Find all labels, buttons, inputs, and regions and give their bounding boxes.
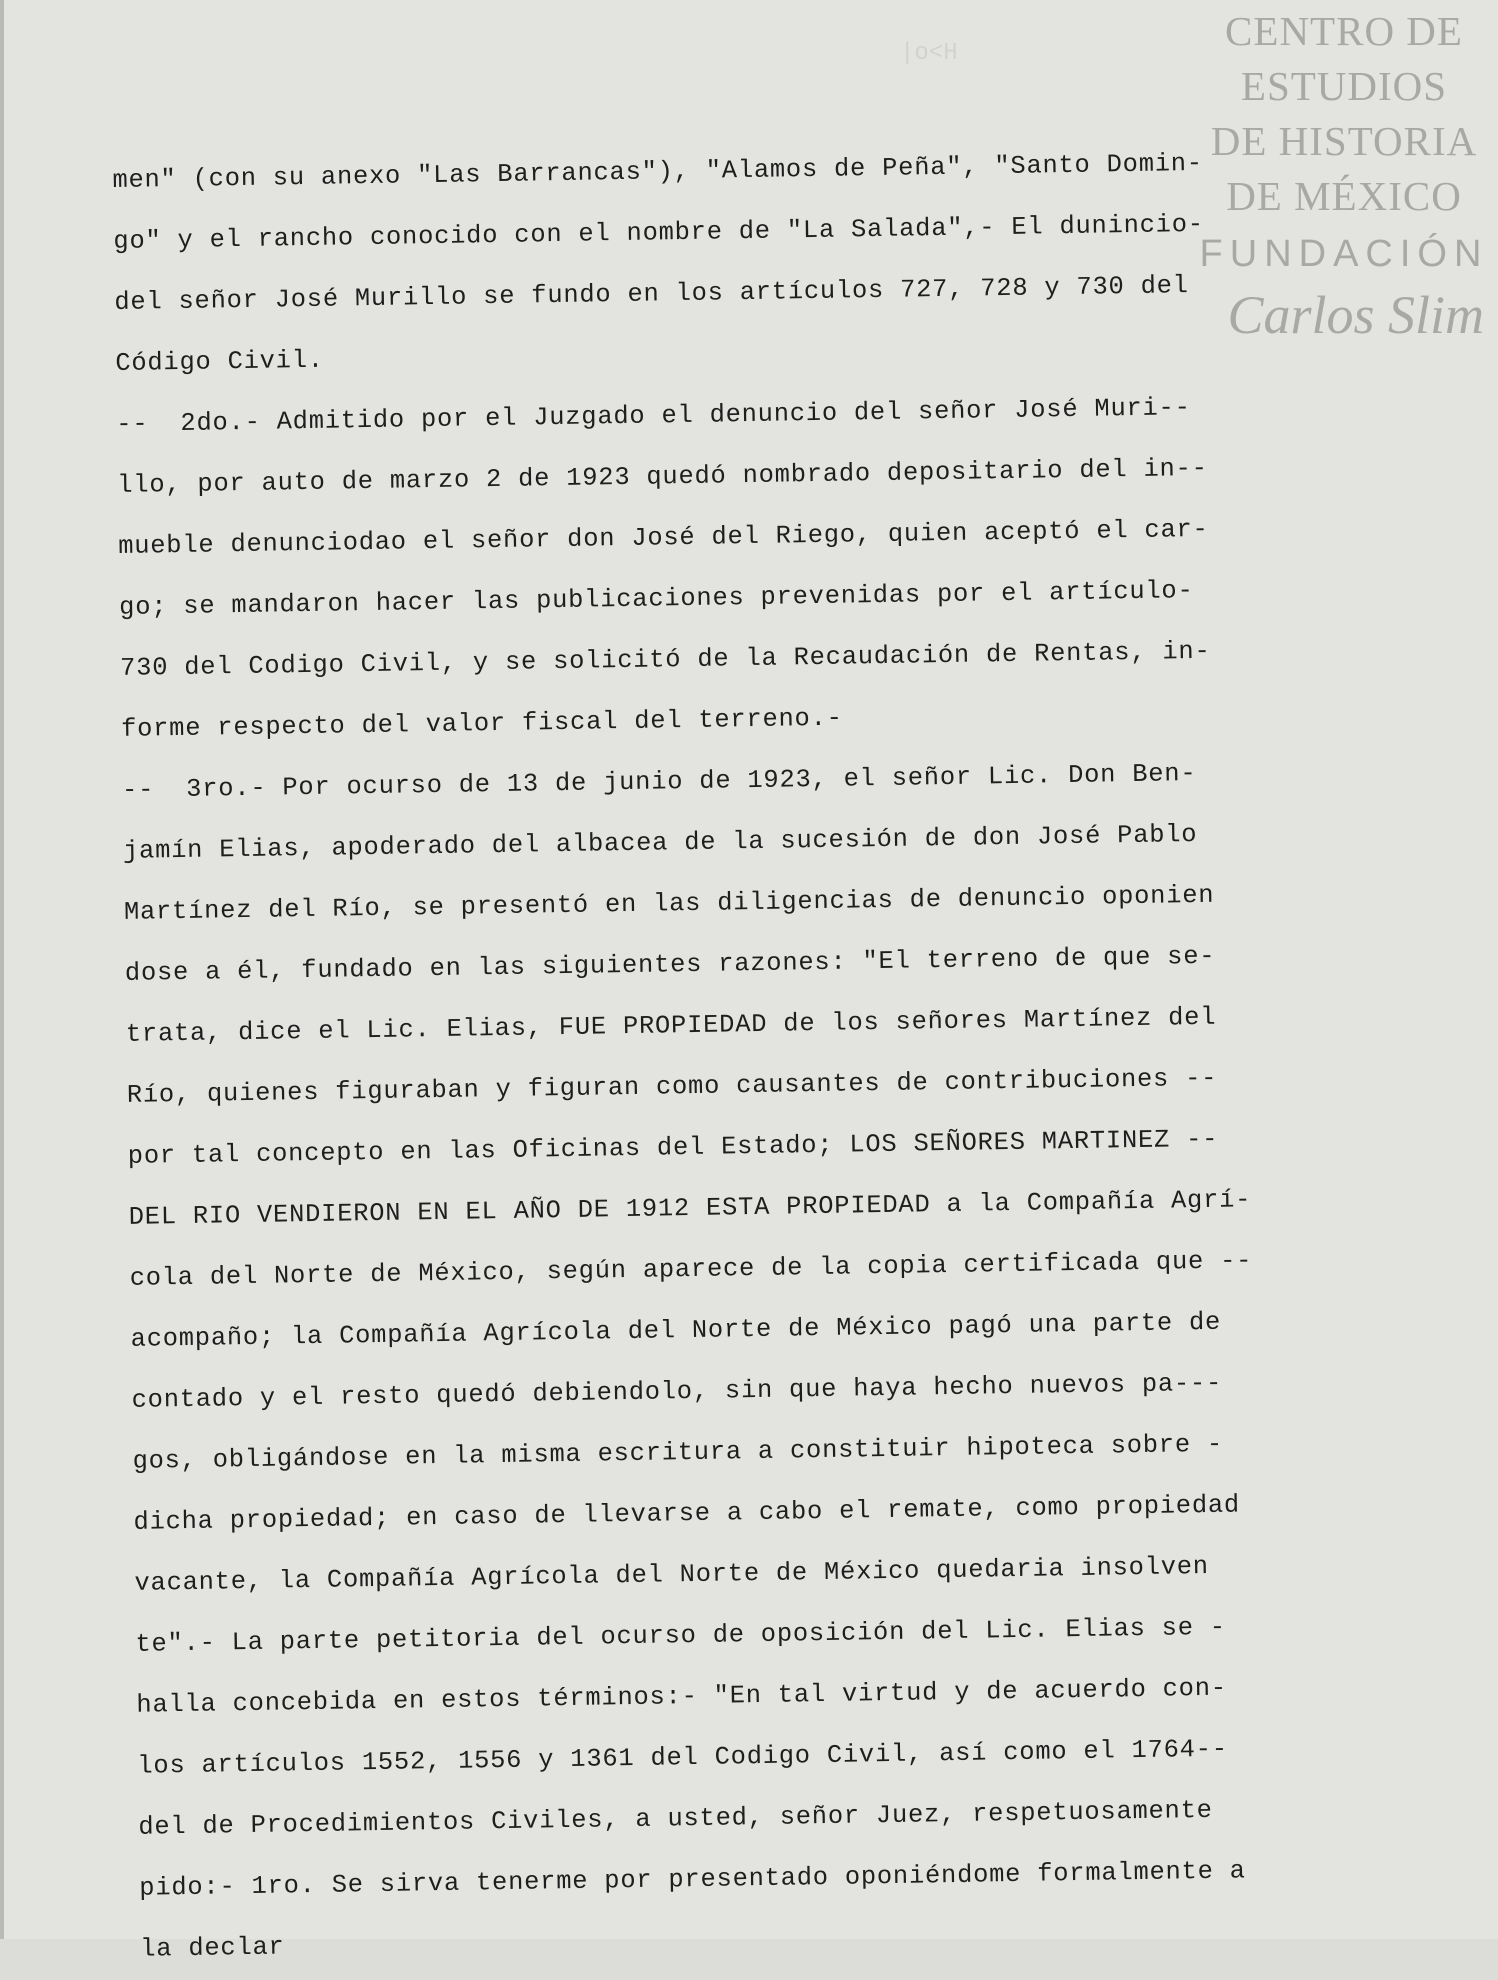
text-line: Río, quienes figuraban y figuran como causantes de contribuciones -- — [126, 1063, 1218, 1110]
text-line: llo, por auto de marzo 2 de 1923 quedó nombrado depositario del in-- — [117, 453, 1208, 500]
text-line: acompaño; la Compañía Agrícola del Norte de México pagó una parte de — [130, 1307, 1222, 1354]
text-line: del señor José Murillo se fundo en los artículos 727, 728 y 730 del — [114, 271, 1189, 317]
text-line: Código Civil. — [115, 345, 325, 378]
text-line: cola del Norte de México, según aparece de la copia certificada que -- — [129, 1246, 1253, 1293]
text-line: DEL RIO VENDIERON EN EL AÑO DE 1912 ESTA PROPIEDAD a la Compañía Agrí- — [128, 1185, 1252, 1232]
text-line: la declar — [140, 1932, 285, 1964]
bleed-through-mark: |o<H — [900, 40, 958, 67]
text-line: jamín Elias, apoderado del albacea de la sucesión de don José Pablo — [122, 820, 1198, 866]
watermark-line-4: DE MÉXICO — [1226, 173, 1462, 219]
text-line: vacante, la Compañía Agrícola del Norte de México quedaria insolven — [134, 1551, 1210, 1598]
text-line: go; se mandaron hacer las publicaciones prevenidas por el artículo- — [118, 576, 1194, 622]
text-line: forme respecto del valor fiscal del terreno.- — [120, 703, 843, 744]
text-line: contado y el resto quedó debiendolo, sin que haya hecho nuevos pa--- — [131, 1368, 1223, 1415]
watermark-signature: Carlos Slim — [1227, 285, 1484, 345]
text-line: pido:- 1ro. Se sirva tenerme por presentado oponiéndome formalmente a — [139, 1856, 1246, 1903]
text-line: dicha propiedad; en caso de llevarse a cabo el remate, como propiedad — [133, 1490, 1241, 1537]
watermark-line-3: DE HISTORIA — [1210, 118, 1478, 164]
text-line: mueble denunciodao el señor don José del Riego, quien aceptó el car- — [118, 514, 1209, 561]
text-line: dose a él, fundado en las siguientes razones: "El terreno de que se- — [124, 941, 1216, 988]
text-line: te".- La parte petitoria del ocurso de oposición del Lic. Elias se - — [135, 1612, 1227, 1659]
text-line: gos, obligándose en la misma escritura a constituir hipoteca sobre - — [132, 1429, 1224, 1476]
text-line: halla concebida en estos términos:- "En tal virtud y de acuerdo con- — [136, 1673, 1228, 1720]
text-line: go" y el rancho conocido con el nombre de "La Salada",- El dunincio- — [113, 209, 1205, 256]
text-line: del de Procedimientos Civiles, a usted, señor Juez, respetuosamente — [138, 1795, 1213, 1842]
text-line: trata, dice el Lic. Elias, FUE PROPIEDAD de los señores Martínez del — [125, 1002, 1217, 1049]
text-line: por tal concepto en las Oficinas del Estado; LOS SEÑORES MARTINEZ -- — [127, 1124, 1219, 1171]
text-line: los artículos 1552, 1556 y 1361 del Codigo Civil, así como el 1764-- — [137, 1734, 1228, 1781]
text-line: 730 del Codigo Civil, y se solicitó de la Recaudación de Rentas, in- — [119, 636, 1211, 683]
paragraph-2-start: -- 2do.- Admitido por el Juzgado el denuncio del señor José Muri-- — [116, 393, 1191, 439]
watermark-line-2: ESTUDIOS — [1240, 63, 1448, 109]
typewritten-body — [112, 130, 1411, 1980]
watermark-line-1: CENTRO DE — [1225, 8, 1463, 54]
text-line: Martínez del Río, se presentó en las diligencias de denuncio oponien — [123, 880, 1215, 927]
watermark-fundacion: FUNDACIÓN — [1199, 233, 1489, 275]
paragraph-3-start: -- 3ro.- Por ocurso de 13 de junio de 1923, el señor Lic. Don Ben- — [121, 759, 1197, 805]
text-line: men" (con su anexo "Las Barrancas"), "Alamos de Peña", "Santo Domin- — [112, 148, 1204, 195]
